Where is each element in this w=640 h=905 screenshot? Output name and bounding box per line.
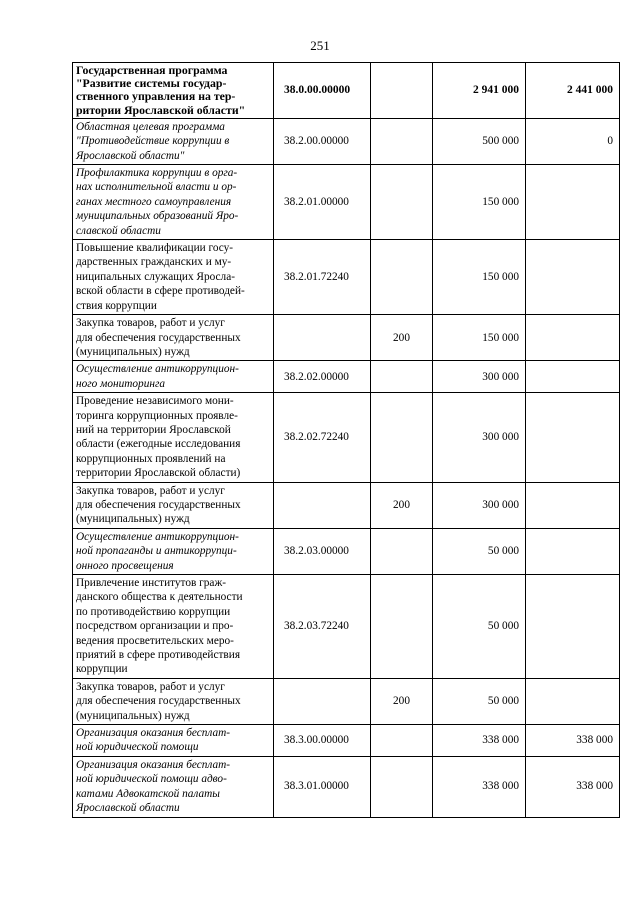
row-amount-1-cell: 2 941 000 bbox=[433, 63, 526, 119]
row-amount-1-cell: 338 000 bbox=[433, 756, 526, 817]
row-name-cell: Осуществление антикоррупцион- ной пропаганды и антикоррупци- онного просвещения bbox=[73, 528, 274, 574]
row-amount-1-cell: 338 000 bbox=[433, 725, 526, 757]
row-amount-1-cell: 50 000 bbox=[433, 575, 526, 679]
row-expense-type-cell bbox=[371, 118, 433, 164]
row-amount-2-cell: 338 000 bbox=[526, 756, 620, 817]
row-expense-type-cell bbox=[371, 756, 433, 817]
row-amount-2-cell bbox=[526, 165, 620, 240]
row-amount-2-cell bbox=[526, 575, 620, 679]
row-amount-2-cell: 0 bbox=[526, 118, 620, 164]
row-code-cell: 38.2.02.00000 bbox=[274, 361, 371, 393]
row-code-cell: 38.0.00.00000 bbox=[274, 63, 371, 119]
row-name-cell: Закупка товаров, работ и услуг для обеспечения государственных (муниципальных) нужд bbox=[73, 482, 274, 528]
budget-table bbox=[72, 62, 620, 818]
table-row bbox=[73, 240, 620, 315]
row-name-cell: Государственная программа "Развитие системы государ- ственного управления на тер- ритории Ярославской области" bbox=[73, 63, 274, 119]
row-name-cell: Привлечение институтов граж- данского общества к деятельности по противодействию коррупции посредством организации и про- ведения просветительских меро- приятий в сфере противодействия коррупции bbox=[73, 575, 274, 679]
row-amount-1-cell: 500 000 bbox=[433, 118, 526, 164]
row-code-cell bbox=[274, 482, 371, 528]
row-amount-1-cell: 300 000 bbox=[433, 393, 526, 482]
row-amount-2-cell bbox=[526, 240, 620, 315]
row-code-cell: 38.2.03.72240 bbox=[274, 575, 371, 679]
row-amount-1-cell: 50 000 bbox=[433, 528, 526, 574]
row-amount-2-cell bbox=[526, 528, 620, 574]
row-code-cell bbox=[274, 678, 371, 724]
row-code-cell: 38.2.00.00000 bbox=[274, 118, 371, 164]
row-amount-2-cell: 338 000 bbox=[526, 725, 620, 757]
row-expense-type-cell: 200 bbox=[371, 678, 433, 724]
row-code-cell: 38.3.00.00000 bbox=[274, 725, 371, 757]
row-code-cell: 38.2.01.00000 bbox=[274, 165, 371, 240]
row-amount-2-cell bbox=[526, 482, 620, 528]
table-row bbox=[73, 678, 620, 724]
row-expense-type-cell bbox=[371, 165, 433, 240]
row-code-cell: 38.2.02.72240 bbox=[274, 393, 371, 482]
table-row bbox=[73, 575, 620, 679]
table-row bbox=[73, 756, 620, 817]
row-expense-type-cell bbox=[371, 725, 433, 757]
table-row bbox=[73, 63, 620, 119]
row-name-cell: Организация оказания бесплат- ной юридической помощи адво- катами Адвокатской палаты Ярославской области bbox=[73, 756, 274, 817]
table-row bbox=[73, 361, 620, 393]
row-expense-type-cell: 200 bbox=[371, 315, 433, 361]
row-code-cell: 38.2.03.00000 bbox=[274, 528, 371, 574]
row-amount-1-cell: 50 000 bbox=[433, 678, 526, 724]
row-amount-2-cell bbox=[526, 315, 620, 361]
page-number: 251 bbox=[310, 38, 330, 53]
table-row bbox=[73, 118, 620, 164]
table-row bbox=[73, 315, 620, 361]
row-expense-type-cell bbox=[371, 575, 433, 679]
row-amount-1-cell: 150 000 bbox=[433, 315, 526, 361]
table-row bbox=[73, 482, 620, 528]
row-expense-type-cell bbox=[371, 240, 433, 315]
row-code-cell: 38.3.01.00000 bbox=[274, 756, 371, 817]
row-name-cell: Осуществление антикоррупцион- ного мониторинга bbox=[73, 361, 274, 393]
row-expense-type-cell: 200 bbox=[371, 482, 433, 528]
table-row bbox=[73, 393, 620, 482]
row-name-cell: Проведение независимого мони- торинга коррупционных проявле- ний на территории Ярославской области (ежегодные исследования коррупционных проявлений на территории Ярославской области) bbox=[73, 393, 274, 482]
row-amount-1-cell: 150 000 bbox=[433, 240, 526, 315]
row-code-cell bbox=[274, 315, 371, 361]
row-name-cell: Организация оказания бесплат- ной юридической помощи bbox=[73, 725, 274, 757]
row-name-cell: Закупка товаров, работ и услуг для обеспечения государственных (муниципальных) нужд bbox=[73, 315, 274, 361]
table-row bbox=[73, 165, 620, 240]
row-expense-type-cell bbox=[371, 528, 433, 574]
row-amount-1-cell: 300 000 bbox=[433, 361, 526, 393]
row-name-cell: Повышение квалификации госу- дарственных гражданских и му- ниципальных служащих Яросла- вской области в сфере противодей- ствия коррупции bbox=[73, 240, 274, 315]
row-amount-1-cell: 300 000 bbox=[433, 482, 526, 528]
row-name-cell: Закупка товаров, работ и услуг для обеспечения государственных (муниципальных) нужд bbox=[73, 678, 274, 724]
row-code-cell: 38.2.01.72240 bbox=[274, 240, 371, 315]
table-row bbox=[73, 528, 620, 574]
row-amount-2-cell bbox=[526, 678, 620, 724]
table-row bbox=[73, 725, 620, 757]
row-amount-2-cell bbox=[526, 361, 620, 393]
row-amount-1-cell: 150 000 bbox=[433, 165, 526, 240]
row-expense-type-cell bbox=[371, 361, 433, 393]
row-expense-type-cell bbox=[371, 393, 433, 482]
row-expense-type-cell bbox=[371, 63, 433, 119]
row-name-cell: Областная целевая программа "Противодействие коррупции в Ярославской области" bbox=[73, 118, 274, 164]
row-amount-2-cell bbox=[526, 393, 620, 482]
row-amount-2-cell: 2 441 000 bbox=[526, 63, 620, 119]
row-name-cell: Профилактика коррупции в орга- нах исполнительной власти и ор- ганах местного самоуправления муниципальных образований Яро- славской области bbox=[73, 165, 274, 240]
